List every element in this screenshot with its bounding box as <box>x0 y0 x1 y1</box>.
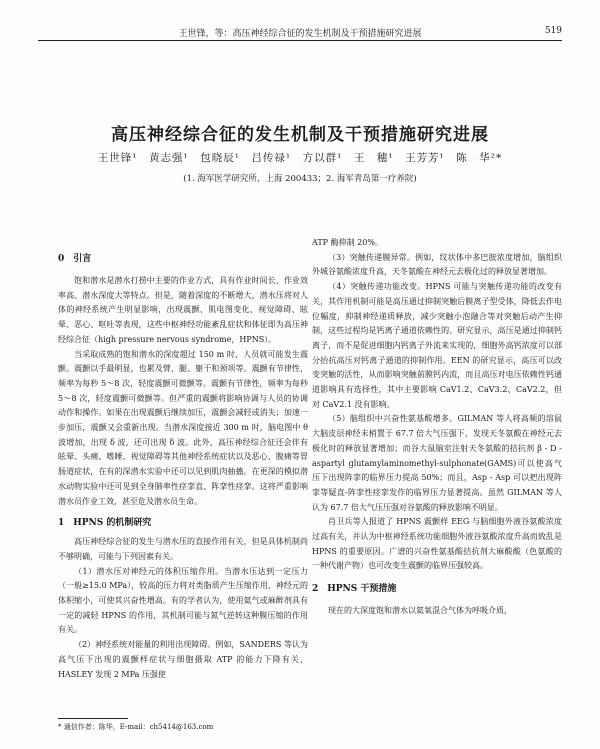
running-title: 王世锋，等：高压神经综合征的发生机制及干预措施研究进展 <box>178 29 422 39</box>
paragraph: 高压神经综合征的发生与潜水压的直接作用有关，但是具体机制尚不够明确，可能与下列因素有关。 <box>58 537 308 561</box>
section-heading-introduction: 0 引言 <box>58 254 92 264</box>
running-header <box>38 24 562 41</box>
paragraph: 饱和潜水是潜水打捞中主要的作业方式，具有作业时间长、作业效率高、潜水深度大等特点。但是，随着深度的不断增大，潜水压将对人体的神经系统产生明显影响，出现震颤、肌电图变化、视觉障碍、眩晕、恶心、呕吐等表现，这些中枢神经功能紊乱症状和体征即为高压神经综合征（high pressure nervous syndrome，HPNS）。 <box>58 276 308 344</box>
section-heading-mechanism: 1 HPNS 的机制研究 <box>58 518 152 529</box>
paragraph: 现在的大深度饱和潜水以氦氧混合气体为呼吸介质， <box>328 606 512 616</box>
paragraph: （5）脑组织中兴奋性氨基酸增多。GILMAN 等人将高频的溶鼠大脑皮层神经末梢置于 67.7 倍大气压强下，发现天冬氨酸在神经元去极化时的释放显著增加；而谷大鼠脑室注射天冬氨酸的拮抗剂 β - D - aspartyl glutamylaminomethyl-sulphonate(GAMS)可以使高气压下出现阵挛的临界压力提高 50%；而且，Asp - Asp 可以把出现阵挛等疑直-阵挛性痉挛发作的临界压力显著提高。虽然 GILMAN 等人认为 67.7 倍大气压压强对谷氨酸的释放影响不明显。 <box>312 414 562 512</box>
paper-title: 高压神经综合征的发生机制及干预措施研究进展 <box>111 125 489 145</box>
page-number: 519 <box>544 26 562 36</box>
paragraph: 肖卫兵等人报道了 HPNS 震颤样 EEG 与脑细胞外液谷氨酸浓度过高有关，并认为中枢神经系统功能细胞外液谷氨酸浓度升高而致乱是 HPNS 的重要原因。广谱的兴奋性氨基酸拮抗剂大麻酸酸（色氨酸的一种代谢产物）也可改变生震颤的临界压强较高。 <box>312 517 562 571</box>
paragraph: （3）突触传递膜异常。例如，纹状体中多巴胺浓度增加，脑组织外城谷氨酸浓度升高，天冬氨酸在神经元去极化过的释放显著增加。 <box>312 252 562 277</box>
footnote: * 通信作者：陈华，E-mail：ch5414@163.com <box>58 723 214 731</box>
right-column <box>312 236 562 619</box>
paragraph: （2）神经系统对能量的利用出现障碍。例如，SANDERS 等认为高气压下出现的震颤样症状与细胞摄取 ATP 的能力下降有关，HASLEY 发现 2 MPa 压强使 <box>58 640 308 679</box>
affiliation: (1. 海军医学研究所，上海 200433；2. 海军青岛第一疗养院) <box>183 174 417 184</box>
author-list: 王世锋¹ 黄志强¹ 包晓辰¹ 吕传禄¹ 方以群¹ 王 穗¹ 王芳芳¹ 陈 华²* <box>97 152 503 164</box>
footnote-rule <box>58 718 128 719</box>
paragraph: （1）潜水压对神经元的体积压缩作用。当潜水压达到一定压力（一般≥15.0 MPa），较高的压力将对类脂质产生压缩作用，神经元的体积缩小，可使其兴奋性增高。有的学者认为，使用氦气或麻醉剂具有一定的减轻 HPNS 的作用，其机制可能与氮气逆转这种膜压缩的作用有关。 <box>58 566 308 635</box>
paragraph: （4）突触传递功能改变。HPNS 可能与突触传递功能的改变有关，其作用机制可能是高压通过抑制突触后膜离子型受体，降低去作电位幅度，抑制神经递质释放，减少突触小泡融合等对突触后动产生抑制，这些过程均是钙离子通道依赖性的。研究显示，高压是通过抑制钙离子，而不是促进细胞内钙离子外流来实现的，细胞外高钙浓度可以部分抬抗高压对钙离子通道的抑制作用。EEN 的研究显示，高压可以改变突触的活性，从而影响突触前膜钙内流，而且高压对电压依赖性钙通道影响具有选择性，其中主要影响 CaV1.2、CaV3.2、CaV2.2，但对 CaV2.1 没有影响。 <box>312 282 562 409</box>
paragraph: ATP 酶抑制 20%。 <box>312 238 383 247</box>
section-heading-interventions: 2 HPNS 干预措施 <box>312 584 397 595</box>
left-column <box>58 238 308 682</box>
paragraph: 当采取成熟的饱和潜水的深度超过 150 m 时，人员就可能发生震颤。震颤以手最明显，也累及臂、腿、躯干和颈项等。震颤有节律性，频率为每秒 5～8 次，轻度震颤可微颤等。震颤有节律性，频率为每秒 5～8 次，轻度震颤可微颤等。但严重的震颤将影响协调与人员的协调动作和操作。如果在出现震颤后继续加压，震颤会减轻或消失；加速一步加压，震颤又会重新出现。当潜水深度接近 300 m 时，脑电图中 θ 波增加，出现 δ 波，还可出现 δ 波。此外，高压神经综合征还会伴有眩晕、头痛、嗜睡、视觉障碍等其他神经系统症状以及恶心、腹痛等胃肠道症状，在有的深潜水实验中还可以见到肌肉抽搐。在更深的模拟潜水动物实验中还可见到全身肺率性痉挛直、阵挛性痉挛。这将严重影响潜水员作业工效，甚至危及潜水员生命。 <box>58 349 308 506</box>
